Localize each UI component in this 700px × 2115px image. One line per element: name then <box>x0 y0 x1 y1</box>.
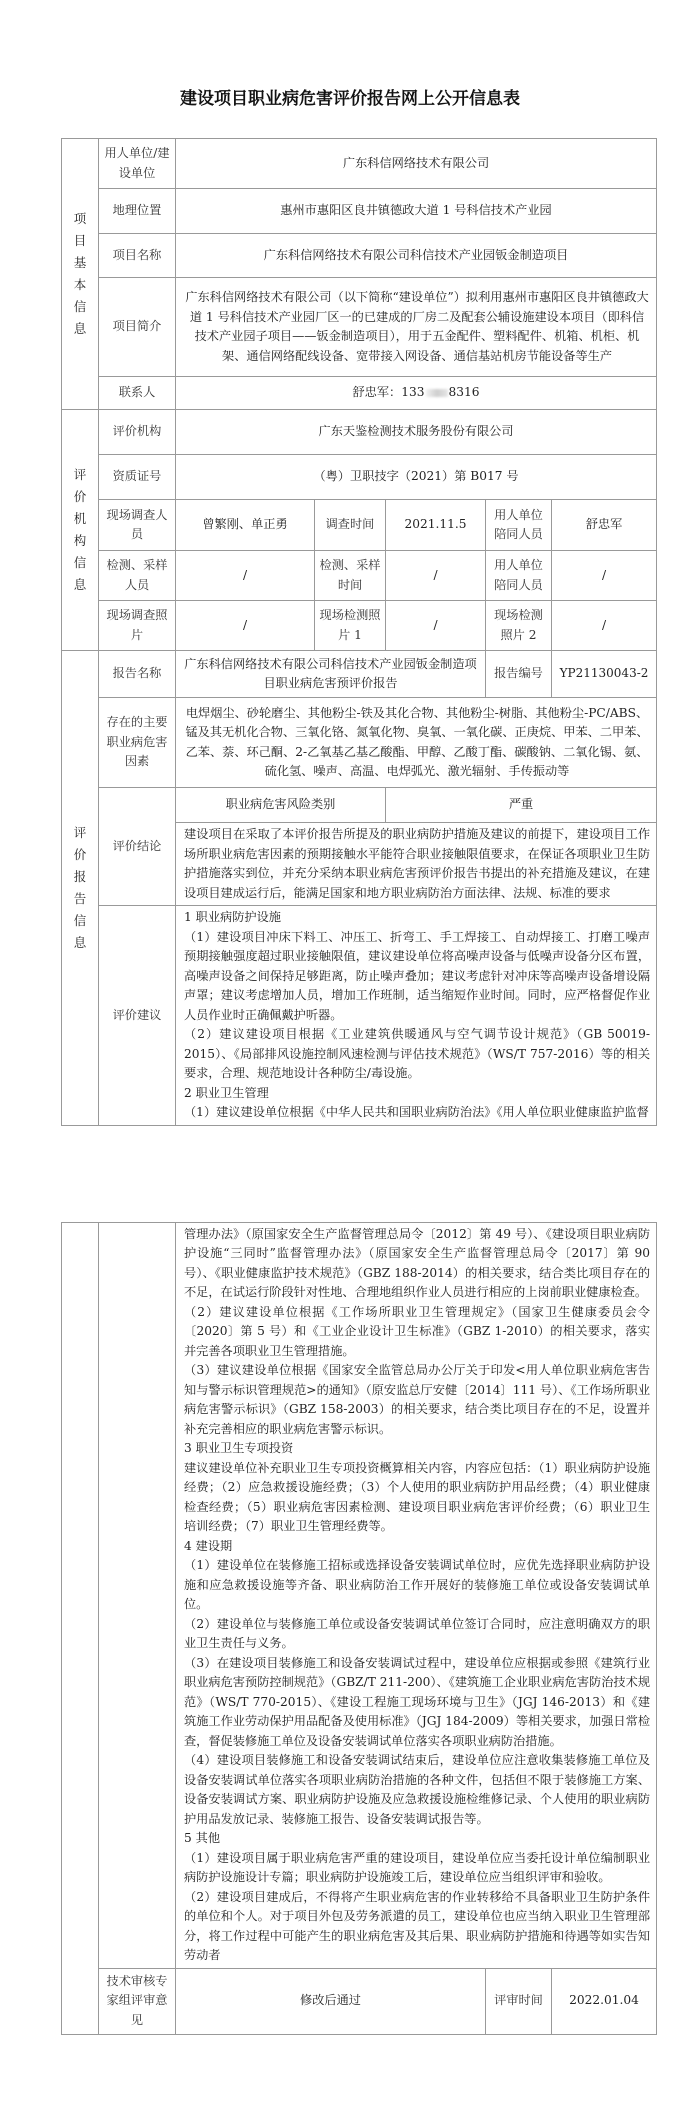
row-org <box>62 410 657 455</box>
label-review-time: 评审时间 <box>486 1968 552 2034</box>
section-char: 机 <box>73 511 87 526</box>
value-report-no: YP21130043-2 <box>552 651 657 698</box>
row-hazards <box>62 698 657 788</box>
label-survey-staff: 现场调查人员 <box>99 500 176 551</box>
page-break <box>0 1126 700 1222</box>
section-char: 本 <box>73 277 87 292</box>
info-table-page-1 <box>61 138 657 1126</box>
value-suggestions-part-2 <box>176 1222 657 1968</box>
label-contact: 联系人 <box>99 377 176 410</box>
value-expert-review: 修改后通过 <box>176 1968 486 2034</box>
label-cert: 资质证号 <box>99 455 176 500</box>
value-survey-photo: / <box>176 601 315 651</box>
label-org: 评价机构 <box>99 410 176 455</box>
suggestion-item: （2）建议建设项目根据《工业建筑供暖通风与空气调节设计规范》（GB 50019-2015）、《局部排风设施控制风速检测与评估技术规范》（WS/T 757-2016）等的相关要求，合理、规范地设计各种防尘/毒设施。 <box>184 1027 651 1080</box>
label-report-no: 报告编号 <box>486 651 552 698</box>
label-hazards: 存在的主要职业病危害因素 <box>99 698 176 788</box>
suggestion-item: （4）建设项目装修施工和设备安装调试结束后，建设单位应注意收集装修施工单位及设备安装调试单位落实各项职业病防治措施的各种文件，包括但不限于装修施工方案、设备安装调试方案、职业病防护设施及应急救援设施检维修记录、个人使用的职业病防护用品发放记录、装修施工报告、设备安装调试报告等。 <box>184 1753 651 1826</box>
info-table-page-2 <box>61 1222 657 2035</box>
row-expert-review <box>62 1968 657 2034</box>
suggestion-item: （1）建设项目冲床下料工、冲压工、折弯工、手工焊接工、自动焊接工、打磨工噪声预期接触强度超过职业接触限值，建议建设单位将高噪声设备与低噪声设备分区布置，高噪声设备之间保持足够距离，防止噪声叠加；建议考虑针对冲床等高噪声设备增设隔声罩；建议考虑增加人员，增加工作班制，适当缩短作业时间。同时，应严格督促作业人员作业时正确佩戴护听器。 <box>184 929 651 1022</box>
suggestion-item: （1）建议建设单位根据《中华人民共和国职业病防治法》《用人单位职业健康监护监督 <box>184 1105 649 1119</box>
section-org-info <box>62 410 99 651</box>
suggestion-item: （3）建议建设单位根据《国家安全监管总局办公厅关于印发<用人单位职业病危害告知与警示标识管理规范>的通知》（原安监总厅安健〔2014〕111 号）、《工作场所职业病危害警示标识》（GBZ 158-2003）的相关要求，结合类比项目存在的不足，设置并补充完善相应的职业病危害警示标识。 <box>184 1363 651 1436</box>
row-project-intro <box>62 278 657 377</box>
label-test-photo-1: 现场检测照片 1 <box>315 601 386 651</box>
contact-name: 舒忠军： <box>352 385 402 400</box>
label-suggestions: 评价建议 <box>99 906 176 1126</box>
value-test-photo-1: / <box>386 601 486 651</box>
label-sampling-time: 检测、采样时间 <box>315 551 386 601</box>
value-sampling-staff: / <box>176 551 315 601</box>
suggestion-item: 建议建设单位补充职业卫生专项投资概算相关内容，内容应包括：（1）职业病防护设施经费；（2）应急救援设施经费；（3）个人使用的职业病防护用品经费；（4）职业健康检查经费；（5）职业病危害因素检测、建设项目职业病危害评价经费；（6）职业卫生培训经费；（7）职业卫生管理经费等。 <box>184 1460 651 1533</box>
value-location: 惠州市惠阳区良井镇德政大道 1 号科信技术产业园 <box>176 189 657 234</box>
label-project-intro: 项目简介 <box>99 278 176 377</box>
value-risk-category: 严重 <box>386 788 657 823</box>
section-char: 信 <box>73 555 87 570</box>
value-project-intro: 广东科信网络技术有限公司（以下简称“建设单位”）拟利用惠州市惠阳区良井镇德政大道 1 号科信技术产业园厂区一的已建成的厂房二及配套公辅设施建设本项目（即科信技术产业园子项目——钣金制造项目），用于五金配件、塑料配件、机箱、机柜、机架、通信网络配线设备、宽带接入网设备、通信基站机房节能设备等生产 <box>176 278 657 377</box>
section-char: 评 <box>73 467 87 482</box>
section-char: 价 <box>73 489 87 504</box>
value-conclusion: 建设项目在采取了本评价报告所提及的职业病防护措施及建议的前提下，建设项目工作场所职业病危害因素的预期接触水平能符合职业接触限值要求，在保证各项职业卫生防护措施落实到位，并充分采纳本职业病危害预评价报告书提出的补充措施及建议，在建设项目建成运行后，能满足国家和地方职业病防治方面法律、法规、标准的要求 <box>176 823 657 906</box>
label-survey-photo: 现场调查照片 <box>99 601 176 651</box>
value-survey-time: 2021.11.5 <box>386 500 486 551</box>
value-suggestions-part-1 <box>176 906 657 1126</box>
suggestion-item: 管理办法》（原国家安全生产监督管理总局令〔2012〕第 49 号）、《建设项目职业病防护设施“三同时”监督管理办法》（原国家安全生产监督管理总局令〔2017〕第 90 号）、《职业健康监护技术规范》（GBZ 188-2014）的相关要求，结合类比项目存在的不足，在试运行阶段针对性地、合理地组织作业人员进行相应的上岗前职业健康检查。 <box>184 1226 651 1299</box>
suggestion-heading: 5 其他 <box>184 1831 221 1845</box>
value-sampling-escort: / <box>552 551 657 601</box>
value-report-name: 广东科信网络技术有限公司科信技术产业园钣金制造项目职业病危害预评价报告 <box>176 651 486 698</box>
value-sampling-time: / <box>386 551 486 601</box>
section-report-info-continued <box>62 1222 99 2034</box>
suggestion-heading: 3 职业卫生专项投资 <box>184 1441 294 1455</box>
suggestion-heading: 4 建设期 <box>184 1538 233 1553</box>
row-survey <box>62 500 657 551</box>
section-char: 信 <box>73 299 87 314</box>
row-report-name <box>62 651 657 698</box>
row-location <box>62 189 657 234</box>
value-cert: （粤）卫职技字（2021）第 B017 号 <box>176 455 657 500</box>
section-char: 信 <box>73 912 87 928</box>
section-char: 报 <box>73 868 87 884</box>
page-bottom-margin <box>0 2035 700 2115</box>
value-employer: 广东科信网络技术有限公司 <box>176 139 657 189</box>
label-suggestions-continued <box>99 1222 176 1968</box>
suggestion-item: （1）建设单位在装修施工招标或选择设备安装调试单位时，应优先选择职业病防护设施和应急救援设施等齐备、职业病防治工作开展好的装修施工单位或设备安装调试单位。 <box>184 1558 651 1611</box>
value-project-name: 广东科信网络技术有限公司科信技术产业园钣金制造项目 <box>176 234 657 278</box>
document-title: 建设项目职业病危害评价报告网上公开信息表 <box>180 89 520 109</box>
label-location: 地理位置 <box>99 189 176 234</box>
label-survey-time: 调查时间 <box>315 500 386 551</box>
value-review-time: 2022.01.04 <box>552 1968 657 2034</box>
row-suggestions-p1 <box>62 906 657 1126</box>
value-test-photo-2: / <box>552 601 657 651</box>
contact-phone-prefix: 133 <box>401 385 425 400</box>
section-char: 息 <box>73 321 87 336</box>
section-char: 价 <box>73 846 87 862</box>
label-risk-category: 职业病危害风险类别 <box>176 788 386 823</box>
label-sampling-escort: 用人单位陪同人员 <box>486 551 552 601</box>
section-char: 目 <box>73 233 87 248</box>
section-char: 告 <box>73 890 87 906</box>
row-sampling <box>62 551 657 601</box>
suggestion-item: （2）建议建设单位根据《工作场所职业卫生管理规定》（国家卫生健康委员会令〔2020〕第 5 号）和《工业企业设计卫生标准》（GBZ 1-2010）的相关要求，落实并完善各项职业卫生管理措施。 <box>184 1304 651 1358</box>
row-cert <box>62 455 657 500</box>
row-contact <box>62 377 657 410</box>
label-survey-escort: 用人单位陪同人员 <box>486 500 552 551</box>
contact-phone-suffix: 8316 <box>448 385 480 400</box>
value-survey-escort: 舒忠军 <box>552 500 657 551</box>
suggestion-item: （1）建设项目属于职业病危害严重的建设项目，建设单位应当委托设计单位编制职业病防护设施设计专篇；职业病防护设施竣工后，建设单位应当组织评审和验收。 <box>184 1850 651 1884</box>
row-employer <box>62 139 657 189</box>
label-project-name: 项目名称 <box>99 234 176 278</box>
label-conclusion: 评价结论 <box>99 788 176 906</box>
suggestion-item: （3）在建设项目装修施工和设备安装调试过程中，建设单位应根据或参照《建筑行业职业病危害预防控制规范》（GBZ/T 211-200）、《建筑施工企业职业病危害防治技术规范》（WS/T 770-2015）、《建设工程施工现场环境与卫生》（JGJ 146-2013）和《建筑施工作业劳动保护用品配备及使用标准》（JGJ 184-2009）等相关要求，加强日常检查，督促装修施工单位及设备安装调试单位落实各项职业病防治措施。 <box>184 1655 651 1748</box>
section-char: 基 <box>73 255 87 270</box>
label-expert-review: 技术审核专家组评审意见 <box>99 1968 176 2034</box>
label-sampling-staff: 检测、采样人员 <box>99 551 176 601</box>
section-char: 息 <box>73 934 87 950</box>
suggestion-item: （2）建设单位与装修施工单位或设备安装调试单位签订合同时，应注意明确双方的职业卫生责任与义务。 <box>184 1616 651 1650</box>
value-contact <box>176 377 657 410</box>
row-risk-category <box>62 788 657 823</box>
value-org: 广东天鉴检测技术服务股份有限公司 <box>176 410 657 455</box>
section-char: 构 <box>73 533 87 548</box>
value-hazards: 电焊烟尘、砂轮磨尘、其他粉尘-铁及其化合物、其他粉尘-树脂、其他粉尘-PC/ABS、锰及其无机化合物、三氧化铬、氮氧化物、臭氧、一氧化碳、正庚烷、甲苯、二甲苯、乙苯、萘、环己酮、2-乙氧基乙基乙酸酯、甲醇、乙酸丁酯、碳酸钠、二氧化锡、氨、硫化氢、噪声、高温、电焊弧光、激光辐射、手传振动等 <box>176 698 657 788</box>
row-project-name <box>62 234 657 278</box>
section-report-info <box>62 651 99 1126</box>
section-char: 评 <box>73 824 87 840</box>
value-survey-staff: 曾繁刚、单正勇 <box>176 500 315 551</box>
label-test-photo-2: 现场检测照片 2 <box>486 601 552 651</box>
suggestion-item: （2）建设项目建成后，不得将产生职业病危害的作业转移给不具备职业卫生防护条件的单位和个人。对于项目外包及劳务派遣的员工，建设单位也应当纳入职业卫生管理部分，将工作过程中可能产生的职业病危害及其后果、职业病防护措施和待遇等如实告知劳动者 <box>184 1889 651 1962</box>
redacted-digits <box>426 389 448 397</box>
section-char: 项 <box>73 211 87 226</box>
row-photos <box>62 601 657 651</box>
row-suggestions-p2 <box>62 1222 657 1968</box>
section-char: 息 <box>73 577 87 592</box>
suggestion-heading: 2 职业卫生管理 <box>184 1085 269 1100</box>
label-employer: 用人单位/建设单位 <box>99 139 176 189</box>
section-basic-info <box>62 139 99 410</box>
label-report-name: 报告名称 <box>99 651 176 698</box>
suggestion-heading: 1 职业病防护设施 <box>184 910 281 924</box>
